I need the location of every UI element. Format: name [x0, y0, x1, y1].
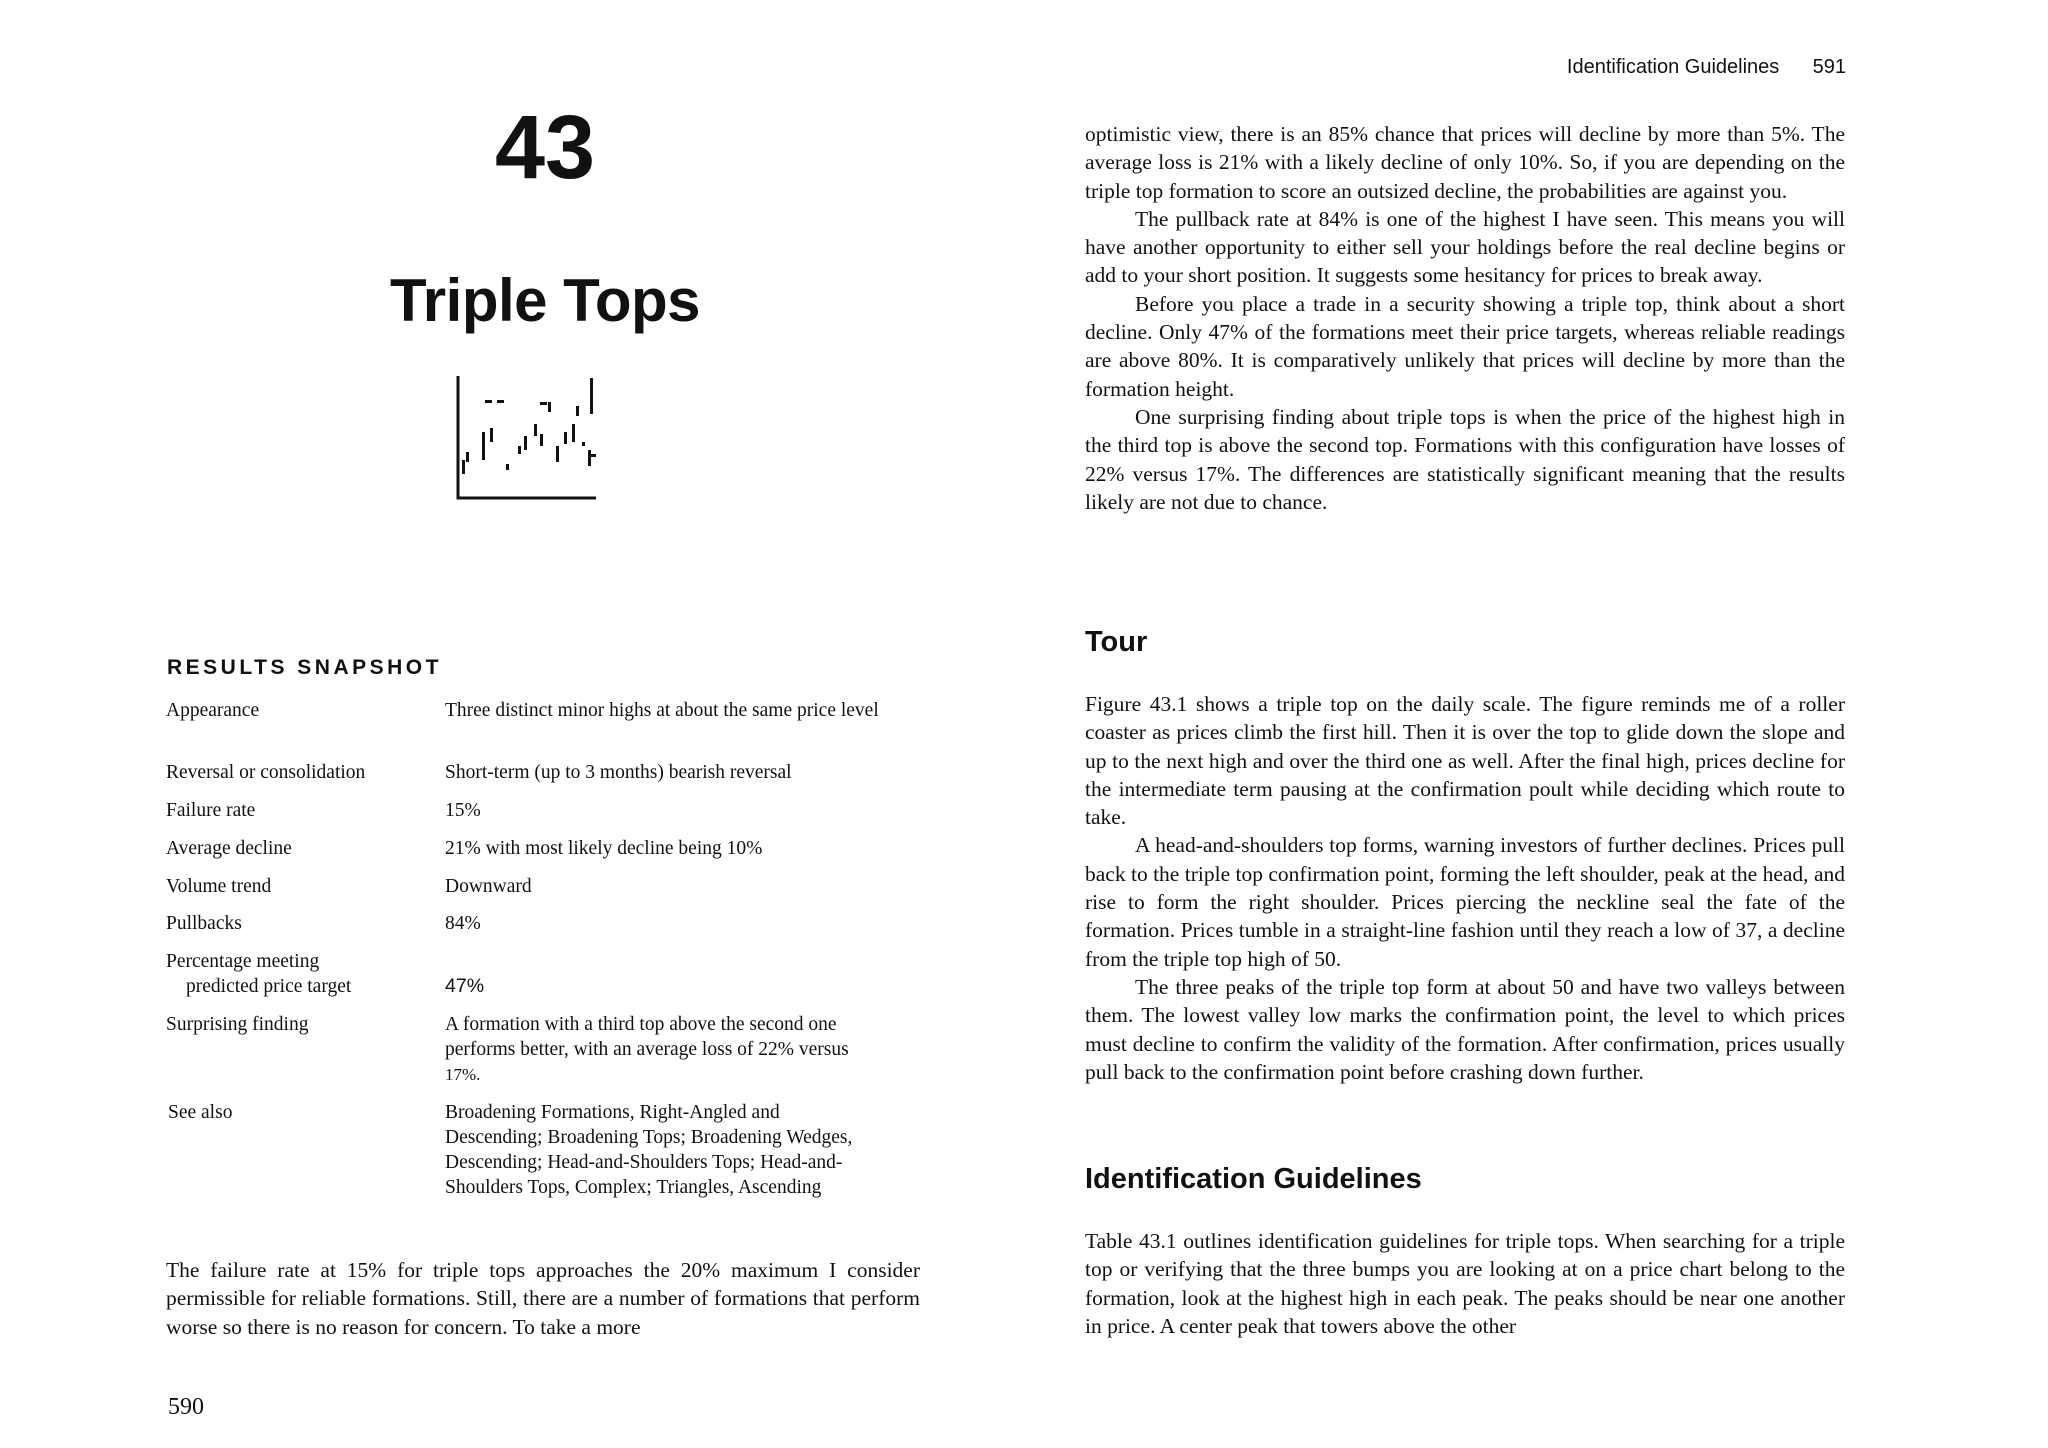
see-also-line-1: Broadening Formations, Right-Angled and [445, 1102, 780, 1123]
body-paragraph: The failure rate at 15% for triple tops approaches the 20% maximum I consider permissible for reliable formations. Still, there are a number of formations that perform worse so there is no reason for concern. To take a more [166, 1258, 920, 1339]
identification-paragraph: Table 43.1 outlines identification guidelines for triple tops. When searching for a triple top or verifying that the three bumps you are looking at on a price chart belong to the formation, look at the highest high in each peak. The peaks should be near one another in price. A center peak that towers above the other [1085, 1229, 1845, 1338]
chapter-title: Triple Tops [389, 267, 701, 334]
intro-paragraph: optimistic view, there is an 85% chance that prices will decline by more than 5%. The average loss is 21% with a likely decline of only 10%. So, if you are depending on the triple top formation to score an outsized decline, the probabilities are against you. [1085, 122, 1845, 203]
intro-text [1085, 120, 1845, 516]
pullbacks-value: 84% [445, 913, 481, 934]
tour-paragraph: Figure 43.1 shows a triple top on the daily scale. The figure reminds me of a roller coaster as prices climb the first hill. Then it is over the top to glide down the slope and up to the next high and over the third one as well. After the final high, prices decline for the intermediate term pausing at the confirmation poult while deciding which route to take. [1085, 692, 1845, 830]
appearance-value: Three distinct minor highs at about the same price level [445, 700, 879, 721]
reversal-label: Reversal or consolidation [166, 762, 366, 783]
surprising-finding-label: Surprising finding [166, 1014, 309, 1035]
triple-top-chart-icon [450, 372, 600, 504]
average-decline-value: 21% with most likely decline being 10% [445, 838, 763, 859]
intro-paragraph: Before you place a trade in a security showing a triple top, think about a short decline. Only 47% of the formations meet their price targets, whereas reliable readings are above 80%. It is comparatively unlikely that prices will decline by more than the formation height. [1085, 291, 1845, 401]
intro-paragraph: The pullback rate at 84% is one of the highest I have seen. This means you will have another opportunity to either sell your holdings before the real decline begins or add to your short position. It suggests some hesitancy for prices to break away. [1085, 206, 1845, 288]
failure-rate-value: 15% [445, 800, 481, 821]
average-decline-label: Average decline [166, 838, 292, 859]
target-label-line-1: Percentage meeting [166, 951, 320, 972]
failure-rate-label: Failure rate [166, 800, 256, 821]
chapter-number: 43 [494, 98, 596, 198]
reversal-value: Short-term (up to 3 months) bearish reversal [445, 762, 792, 783]
tour-heading: Tour [1085, 626, 1148, 658]
running-head [1400, 56, 1846, 79]
volume-trend-value: Downward [445, 876, 532, 897]
identification-text [1085, 1227, 1845, 1340]
surprising-finding-line-2: performs better, with an average loss of 22% versus [445, 1039, 849, 1060]
volume-trend-label: Volume trend [166, 876, 272, 897]
pullbacks-label: Pullbacks [166, 913, 242, 934]
tour-paragraph: The three peaks of the triple top form at about 50 and have two valleys between them. The lowest valley low marks the confirmation point, the level to which prices must decline to confirm the validity of the formation. After confirmation, prices usually pull back to the confirmation point before crashing down further. [1085, 974, 1845, 1084]
surprising-finding-line-3: 17%. [445, 1065, 481, 1084]
surprising-finding-line-1: A formation with a third top above the second one [445, 1014, 837, 1035]
tour-text [1085, 690, 1845, 1086]
see-also-label: See also [168, 1102, 233, 1123]
left-body-text [166, 1256, 920, 1341]
see-also-line-3: Descending; Head-and-Shoulders Tops; Head-and- [445, 1152, 843, 1173]
running-head-title: Identification Guidelines [1566, 56, 1780, 78]
page-number-left: 590 [168, 1394, 204, 1420]
page-number-right: 591 [1812, 56, 1846, 78]
identification-guidelines-heading: Identification Guidelines [1085, 1163, 1422, 1195]
see-also-line-2: Descending; Broadening Tops; Broadening Wedges, [445, 1127, 853, 1148]
target-label-line-2: predicted price target [186, 976, 352, 997]
appearance-label: Appearance [166, 700, 260, 721]
see-also-line-4: Shoulders Tops, Complex; Triangles, Ascending [445, 1177, 822, 1198]
intro-paragraph: One surprising finding about triple tops is when the price of the highest high in the third top is above the second top. Formations with this configuration have losses of 22% versus 17%. The differences are statistically significant meaning that the results likely are not due to chance. [1085, 404, 1845, 514]
tour-paragraph: A head-and-shoulders top forms, warning investors of further declines. Prices pull back to the triple top confirmation point, forming the left shoulder, peak at the head, and rise to form the right shoulder. Prices piercing the neckline seal the fate of the formation. Prices tumble in a straight-line fashion until they reach a low of 37, a decline from the triple top high of 50. [1085, 833, 1845, 971]
target-value: 47% [445, 975, 485, 997]
results-snapshot-heading: RESULTS SNAPSHOT [167, 656, 442, 679]
